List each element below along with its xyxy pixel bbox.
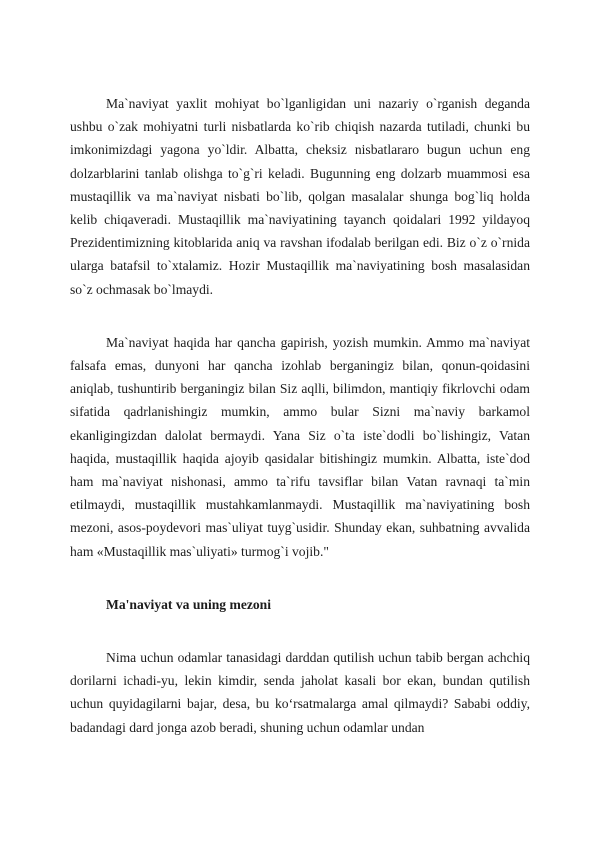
paragraph-spacer <box>70 616 530 646</box>
paragraph-1: Ma`naviyat yaxlit mohiyat bo`lganligidan uni nazariy o`rganish deganda ushbu o`zak mohiyatni turli nisbatlarda ko`rib chiqish nazarda tutiladi, chunki bu imkonimizdagi yagona yo`ldir. Albatta, cheksiz nisbatlararo bugun uchun eng dolzarblarini tanlab olishga to`g`ri keladi. Bugunning eng dolzarb muammosi esa mustaqillik va ma`naviyat nisbati bo`lib, qolgan masalalar shunga bog`liq holda kelib chiqaveradi. Mustaqillik ma`naviyatining tayanch qoidalari 1992 yildayoq Prezidentimizning kitoblarida aniq va ravshan ifodalab berilgan edi. Biz o`z o`rnida ularga batafsil to`xtalamiz. Hozir Mustaqillik ma`naviyatining bosh masalasidan so`z ochmasak bo`lmaydi. <box>70 96 530 297</box>
section-heading: Ma'naviyat va uning mezoni <box>106 596 272 612</box>
paragraph-spacer <box>70 563 530 593</box>
paragraph-2: Ma`naviyat haqida har qancha gapirish, yozish mumkin. Ammo ma`naviyat falsafa emas, dunyoni har qancha izohlab berganingiz bilan, qonun-qoidasini aniqlab, tushuntirib berganingiz bilan Siz aqlli, bilimdon, mantiqiy fikrlovchi odam sifatida qadrlanishingiz mumkin, ammo bular Sizni ma`naviy barkamol ekanligingizdan dalolat bermaydi. Yana Siz o`ta iste`dodli bo`lishingiz, Vatan haqida, mustaqillik haqida ajoyib qasidalar bitishingiz mumkin. Albatta, iste`dod ham ma`naviyat nishonasi, ammo ta`rifu tavsiflar bilan Vatan ravnaqi ta`min etilmaydi, mustaqillik mustahkamlanmaydi. Mustaqillik ma`naviyatining bosh mezoni, asos-poydevori mas`uliyat tuyg`usidir. Shunday ekan, suhbatning avvalida ham «Mustaqillik mas`uliyati» turmog`i vojib." <box>70 334 530 559</box>
paragraph-spacer <box>70 301 530 331</box>
document-body <box>70 92 530 739</box>
paragraph-3: Nima uchun odamlar tanasidagi darddan qutilish uchun tabib bergan achchiq dorilarni ichadi-yu, lekin kimdir, senda jaholat kasali bor ekan, bundan qutilish uchun quyidagilarni bajar, desa, bu ko‘rsatmalarga amal qilmaydi? Sababi oddiy, badandagi dard jonga azob beradi, shuning uchun odamlar undan <box>70 650 530 735</box>
